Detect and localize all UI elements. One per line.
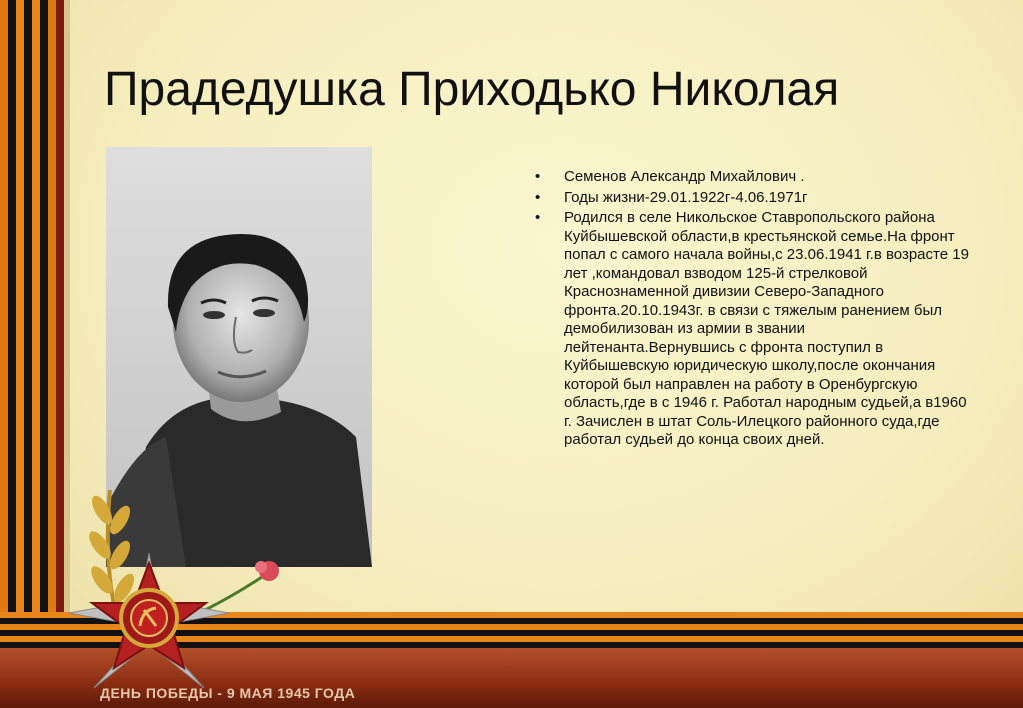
biography-list [535, 168, 975, 452]
slide-title: Прадедушка Приходько Николая [104, 63, 840, 116]
list-item [535, 189, 975, 208]
bullet-icon: • [535, 168, 541, 185]
bullet-text: Семенов Александр Михайлович . [564, 168, 805, 185]
bullet-icon: • [535, 209, 541, 226]
list-item [535, 209, 975, 450]
list-item [535, 168, 975, 187]
bullet-icon: • [535, 188, 541, 206]
bullet-text: Годы жизни-29.01.1922г-4.06.1971г [564, 188, 808, 206]
order-patriotic-war-icon [64, 548, 234, 698]
footer-text: ДЕНЬ ПОБЕДЫ - 9 МАЯ 1945 ГОДА [100, 685, 356, 701]
bullet-text: Родился в селе Никольское Ставропольского района Куйбышевской области,в крестьянской семье.На фронт попал с самого начала войны,с 23.06.1941 г.в возрасте 19 лет ,командовал взводом 125-й стрелковой Краснознаменной дивизии Северо-Западного фронта.20.10.1943г. в связи с тяжелым ранением был демобилизован из армии в звании лейтенанта.Вернувшись с фронта поступил в Куйбышевскую юридическую школу,после окончания которой был направлен на работу в Оренбургскую область,где в с 1946 г. Работал народным судьей,а в1960 г. Зачислен в штат Соль-Илецкого районного суда,где работал судьей до конца своих дней. [564, 209, 969, 448]
